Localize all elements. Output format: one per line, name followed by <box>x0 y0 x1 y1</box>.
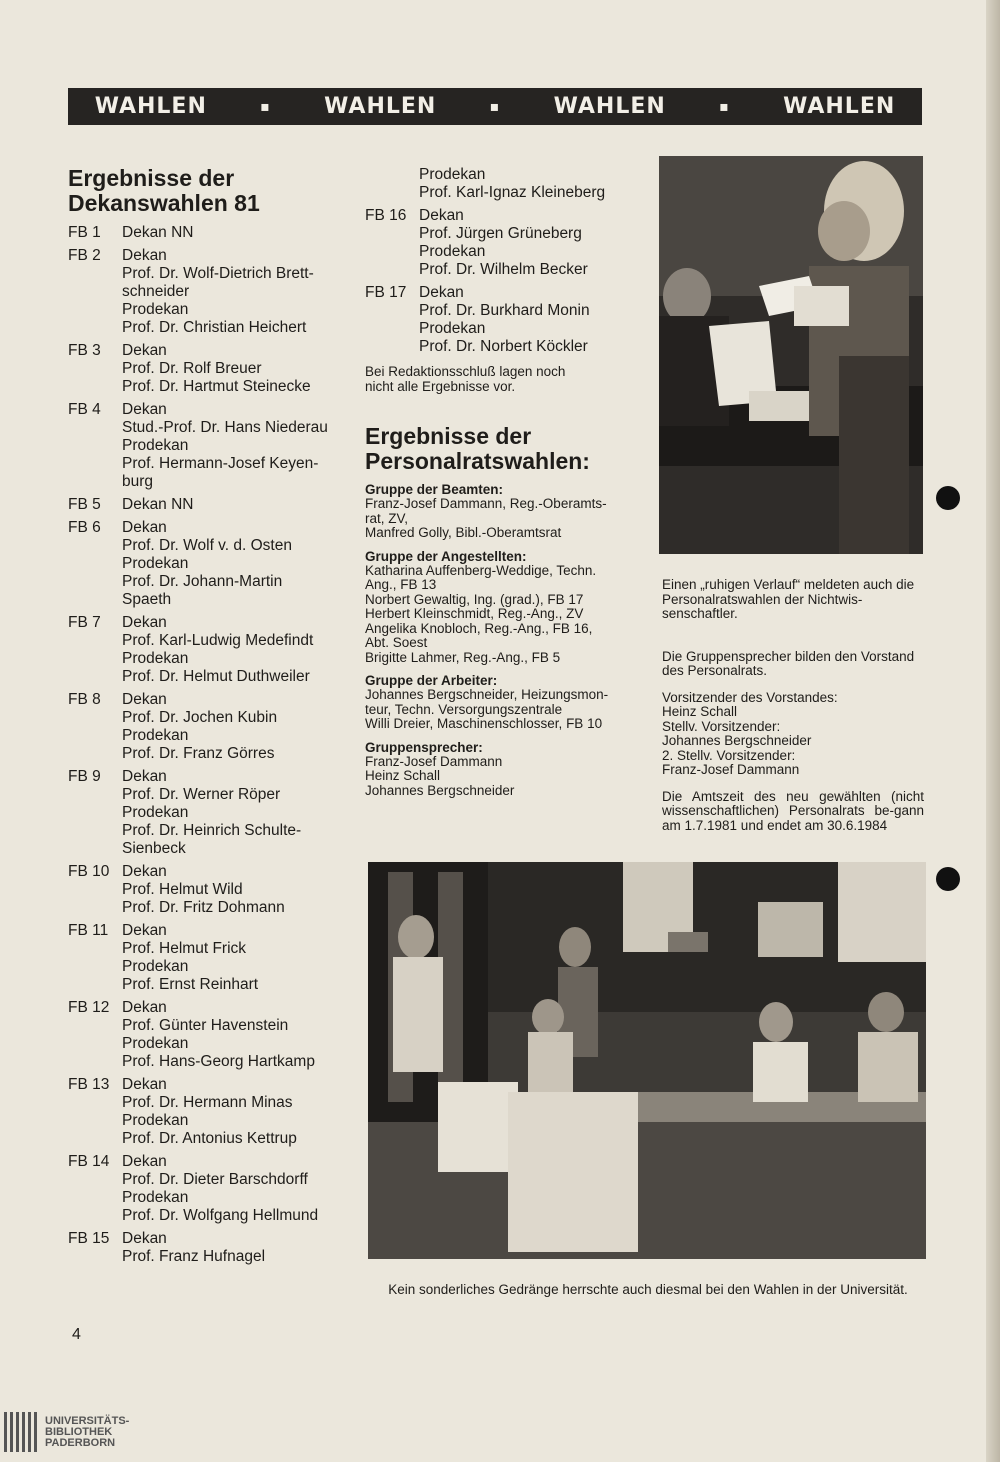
fb-entry <box>68 691 343 763</box>
note-line: nicht alle Ergebnisse vor. <box>365 379 516 394</box>
fb-line: Prodekan <box>122 958 189 975</box>
fb-line: Prodekan <box>122 1189 189 1206</box>
fb-line: Prof. Dr. Wolf v. d. Osten <box>122 537 292 554</box>
fb-entry <box>68 342 343 396</box>
fb-line: Prof. Dr. Norbert Köckler <box>419 338 588 355</box>
fb-number: FB 13 <box>68 1076 110 1093</box>
fb-line: Prodekan <box>122 727 189 744</box>
fb-number: FB 3 <box>68 342 101 359</box>
fb-number: FB 8 <box>68 691 101 708</box>
vorsitz-line: Franz-Josef Dammann <box>662 762 800 777</box>
fb-line: Prof. Helmut Wild <box>122 881 243 898</box>
fb-entry <box>68 401 343 491</box>
banner-word: WAHLEN <box>94 94 207 119</box>
dekan-note <box>365 364 633 394</box>
fb-line: Prof. Jürgen Grüneberg <box>419 225 582 242</box>
fb-line: Prof. Dr. Fritz Dohmann <box>122 899 285 916</box>
photo-personalrat <box>659 156 923 554</box>
dekan-list-left <box>68 224 343 1266</box>
fb-entry <box>68 1153 343 1225</box>
fb-line: Dekan <box>122 342 167 359</box>
fb-line: Dekan <box>122 999 167 1016</box>
group-member: teur, Techn. Versorgungszentrale <box>365 701 563 717</box>
personal-groups <box>365 482 633 798</box>
group-member: Angelika Knobloch, Reg.-Ang., FB 16, <box>365 620 593 636</box>
fb-entry <box>68 247 343 337</box>
fb-line: Prof. Dr. Heinrich Schulte- <box>122 822 302 839</box>
fb-lines <box>122 224 194 242</box>
page-edge <box>986 0 1000 1462</box>
library-name-line: PADERBORN <box>45 1436 116 1449</box>
group-member: Norbert Gewaltig, Ing. (grad.), FB 17 <box>365 591 584 607</box>
fb-line: Prof. Dr. Jochen Kubin <box>122 709 278 726</box>
fb-line: Spaeth <box>122 591 172 608</box>
group-member: Herbert Kleinschmidt, Reg.-Ang., ZV <box>365 606 584 621</box>
fb-lines <box>122 999 315 1071</box>
fb-line: Dekan <box>419 207 464 224</box>
fb-entry <box>68 768 343 858</box>
group-member: Katharina Auffenberg-Weddige, Techn. <box>365 562 597 578</box>
note-line: Bei Redaktionsschluß lagen noch <box>365 364 566 379</box>
fb-entry <box>365 207 633 279</box>
vorsitz-paragraph <box>662 691 924 778</box>
fb-number: FB 9 <box>68 768 101 785</box>
fb-line: Prof. Dr. Franz Görres <box>122 745 275 762</box>
fb-lines <box>122 614 313 686</box>
group-member: Ang., FB 13 <box>365 577 437 592</box>
fb-lines <box>122 342 311 396</box>
fb-lines <box>122 691 277 763</box>
banner-word: WAHLEN <box>553 94 666 119</box>
fb-line: Prof. Helmut Frick <box>122 940 247 957</box>
fb-lines <box>122 496 194 514</box>
fb-line: Prodekan <box>122 650 189 667</box>
fb-line: Dekan NN <box>122 496 194 513</box>
group-member: rat, ZV, <box>365 510 409 526</box>
fb-line: Prof. Günter Havenstein <box>122 1017 289 1034</box>
fb-entry <box>365 166 633 202</box>
fb-line: Dekan <box>419 284 464 301</box>
fb-entry <box>365 284 633 356</box>
fb-line: Prof. Dr. Burkhard Monin <box>419 302 590 319</box>
fb-number: FB 10 <box>68 863 110 880</box>
fb-line: burg <box>122 473 154 490</box>
fb-number: FB 17 <box>365 284 407 301</box>
fb-lines <box>122 768 301 858</box>
group-member: Heinz Schall <box>365 768 441 783</box>
fb-lines <box>419 166 605 202</box>
fb-number: FB 5 <box>68 496 101 513</box>
banner-word: WAHLEN <box>783 94 896 119</box>
fb-entry <box>68 496 343 514</box>
group-member: Johannes Bergschneider, Heizungsmon- <box>365 687 609 702</box>
fb-entry <box>68 922 343 994</box>
fb-line: Dekan <box>122 519 167 536</box>
fb-lines <box>122 922 258 994</box>
fb-line: Stud.-Prof. Dr. Hans Niederau <box>122 419 328 436</box>
library-name-line: UNIVERSITÄTS- <box>45 1414 130 1427</box>
fb-line: Prof. Karl-Ignaz Kleineberg <box>419 184 606 201</box>
personal-title-line: Personalratswahlen: <box>365 448 590 474</box>
fb-line: Prof. Dr. Wolf-Dietrich Brett- <box>122 265 314 282</box>
fb-line: Dekan <box>122 614 167 631</box>
group-member: Johannes Bergschneider <box>365 782 515 798</box>
fb-line: Sienbeck <box>122 840 186 857</box>
fb-line: Dekan <box>122 768 167 785</box>
fb-entry <box>68 519 343 609</box>
fb-number: FB 16 <box>365 207 407 224</box>
fb-line: Dekan <box>122 1153 167 1170</box>
group-title: Gruppe der Angestellten: <box>365 548 527 564</box>
fb-line: Dekan <box>122 863 167 880</box>
fb-line: Prof. Franz Hufnagel <box>122 1248 266 1265</box>
group-member: Franz-Josef Dammann <box>365 753 503 769</box>
fb-number: FB 12 <box>68 999 110 1016</box>
library-name-line: BIBLIOTHEK <box>45 1425 113 1438</box>
fb-line: Dekan <box>122 1076 167 1093</box>
fb-entry <box>68 224 343 242</box>
fb-line: Prof. Dr. Werner Röper <box>122 786 281 803</box>
fb-line: Prodekan <box>122 804 189 821</box>
group-member: Franz-Josef Dammann, Reg.-Oberamts- <box>365 496 607 511</box>
vorsitz-line: Heinz Schall <box>662 704 738 719</box>
fb-entry <box>68 614 343 686</box>
fb-entry <box>68 863 343 917</box>
photo-caption-top: Einen „ruhigen Verlauf“ meldeten auch die Personalratswahlen der Nichtwis-senschaftler. <box>662 577 915 621</box>
fb-line: Dekan <box>122 401 167 418</box>
banner-word: WAHLEN <box>324 94 437 119</box>
fb-entry <box>68 1076 343 1148</box>
banner-dot: ▪ <box>489 98 501 115</box>
photo-wahllokal <box>368 862 926 1259</box>
fb-line: Prof. Dr. Wilhelm Becker <box>419 261 588 278</box>
right-text-block <box>662 578 924 845</box>
fb-line: Dekan <box>122 922 167 939</box>
fb-number: FB 6 <box>68 519 101 536</box>
vorsitz-line: Johannes Bergschneider <box>662 733 812 748</box>
fb-line: Prof. Dr. Antonius Kettrup <box>122 1130 297 1147</box>
group-member: Brigitte Lahmer, Reg.-Ang., FB 5 <box>365 649 561 665</box>
fb-line: Prof. Dr. Christian Heichert <box>122 319 307 336</box>
fb-number: FB 7 <box>68 614 101 631</box>
fb-line: Prodekan <box>122 1035 189 1052</box>
photo-caption-bottom: Kein sonderliches Gedränge herrschte auch diesmal bei den Wahlen in der Universität. <box>388 1282 908 1297</box>
group-title: Gruppe der Arbeiter: <box>365 673 498 688</box>
fb-number: FB 15 <box>68 1230 110 1247</box>
fb-line: Prodekan <box>419 243 486 260</box>
fb-line: Dekan <box>122 1230 167 1247</box>
fb-lines <box>419 284 590 356</box>
fb-line: Prof. Dr. Wolfgang Hellmund <box>122 1207 319 1224</box>
amtszeit-paragraph: Die Amtszeit des neu gewählten (nicht wissenschaftlichen) Personalrats be-gann am 1.7.1981 und endet am 30.6.1984 <box>662 788 924 833</box>
fb-line: Prodekan <box>122 555 189 572</box>
fb-line: Prof. Karl-Ludwig Medefindt <box>122 632 314 649</box>
fb-line: Prodekan <box>419 320 486 337</box>
personal-title <box>365 424 633 474</box>
fb-number: FB 11 <box>68 922 109 939</box>
group-title: Gruppensprecher: <box>365 739 483 755</box>
dekan-title <box>68 166 343 216</box>
fb-line: Prof. Dr. Hartmut Steinecke <box>122 378 311 395</box>
vorsitz-line: Stellv. Vorsitzender: <box>662 718 781 734</box>
fb-lines <box>122 519 292 609</box>
fb-lines <box>122 1076 297 1148</box>
vorstand-paragraph: Die Gruppensprecher bilden den Vorstand des Personalrats. <box>662 648 915 678</box>
personal-title-line: Ergebnisse der <box>365 423 532 449</box>
banner-dot: ▪ <box>260 98 271 115</box>
fb-lines <box>122 401 328 491</box>
dekan-column-mid <box>365 166 633 798</box>
fb-line: Prof. Dr. Dieter Barschdorff <box>122 1171 308 1188</box>
fb-line: Dekan <box>122 691 167 708</box>
fb-line: Dekan <box>122 247 167 264</box>
fb-line: Prof. Dr. Johann-Martin <box>122 573 283 590</box>
fb-number: FB 2 <box>68 247 101 264</box>
fb-line: Prof. Hermann-Josef Keyen- <box>122 455 319 472</box>
fb-lines <box>122 1153 318 1225</box>
fb-line: schneider <box>122 283 190 300</box>
fb-lines <box>122 863 285 917</box>
fb-lines <box>419 207 588 279</box>
wahlen-banner <box>68 88 922 125</box>
punch-hole <box>936 867 960 891</box>
vorsitz-line: Vorsitzender des Vorstandes: <box>662 689 838 705</box>
fb-entry <box>68 999 343 1071</box>
group-member: Manfred Golly, Bibl.-Oberamtsrat <box>365 525 562 540</box>
page-number: 4 <box>72 1326 81 1343</box>
fb-line: Prof. Dr. Hermann Minas <box>122 1094 293 1111</box>
fb-line: Dekan NN <box>122 224 194 241</box>
group-member: Willi Dreier, Maschinenschlosser, FB 10 <box>365 716 603 731</box>
banner-dot: ▪ <box>719 98 730 115</box>
fb-line: Prof. Ernst Reinhart <box>122 976 259 993</box>
library-name <box>45 1416 129 1449</box>
library-logo-icon <box>4 1412 37 1452</box>
fb-line: Prof. Dr. Rolf Breuer <box>122 360 262 377</box>
dekan-title-line: Ergebnisse der <box>68 165 235 191</box>
fb-lines <box>122 1230 265 1266</box>
fb-line: Prof. Dr. Helmut Duthweiler <box>122 668 310 685</box>
punch-hole <box>936 486 960 510</box>
fb-line: Prof. Hans-Georg Hartkamp <box>122 1053 315 1070</box>
fb-number: FB 1 <box>68 224 101 241</box>
fb-line: Prodekan <box>419 166 486 183</box>
group-title: Gruppe der Beamten: <box>365 482 504 497</box>
fb-lines <box>122 247 314 337</box>
fb-line: Prodekan <box>122 1112 189 1129</box>
fb-line: Prodekan <box>122 301 189 318</box>
dekan-title-line: Dekanswahlen 81 <box>68 190 260 216</box>
fb-number: FB 14 <box>68 1153 110 1170</box>
fb-number: FB 4 <box>68 401 101 418</box>
fb-entry <box>68 1230 343 1266</box>
group-member: Abt. Soest <box>365 635 428 650</box>
vorsitz-line: 2. Stellv. Vorsitzender: <box>662 747 796 763</box>
fb-number <box>365 166 419 202</box>
dekan-column-left <box>68 166 343 1271</box>
dekan-list-mid <box>365 166 633 356</box>
fb-line: Prodekan <box>122 437 189 454</box>
library-footer <box>0 1412 129 1452</box>
